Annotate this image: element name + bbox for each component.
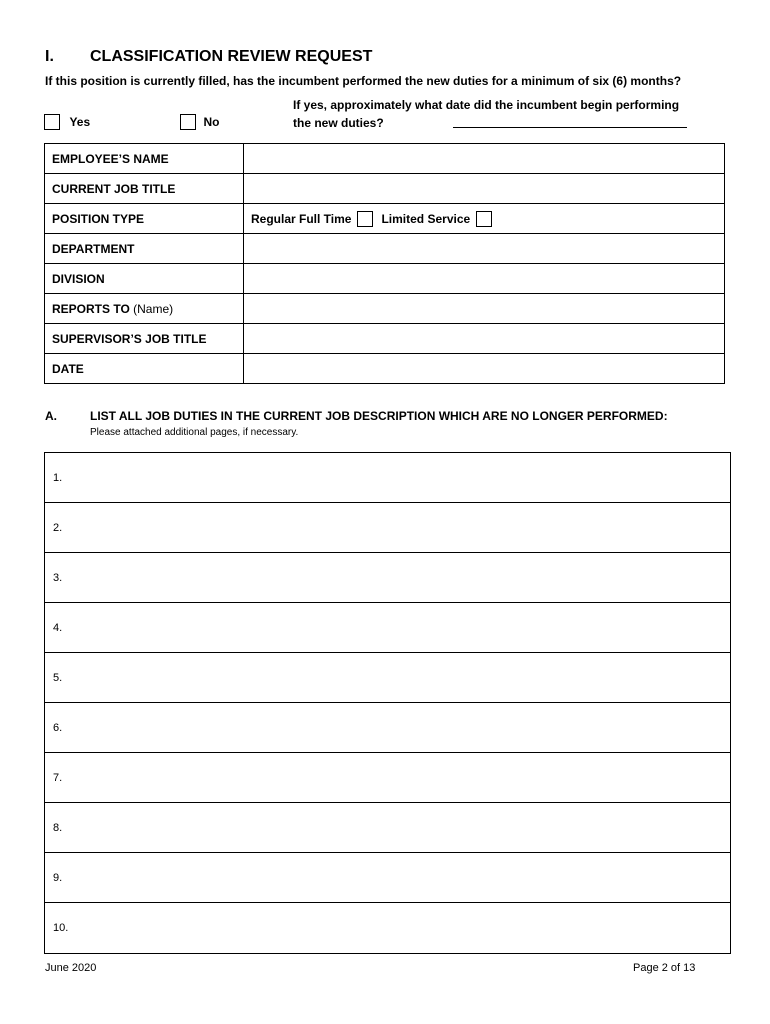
position-type-label: POSITION TYPE [45, 204, 244, 234]
yes-label: Yes [69, 114, 91, 129]
duty-number: 3. [53, 571, 63, 584]
current-job-title-label: CURRENT JOB TITLE [45, 174, 244, 204]
duty-number: 5. [53, 671, 63, 684]
duty-row-5[interactable] [45, 653, 730, 703]
reports-to-label: REPORTS TO [52, 301, 130, 316]
if-yes-line-2: the new duties? [293, 116, 384, 130]
no-checkbox[interactable] [180, 114, 196, 130]
reports-to-note: (Name) [133, 301, 174, 316]
division-label: DIVISION [45, 264, 244, 294]
duty-row-3[interactable] [45, 553, 730, 603]
employee-name-label: EMPLOYEE’S NAME [45, 144, 244, 174]
section-title: CLASSIFICATION REVIEW REQUEST [90, 48, 373, 65]
department-field[interactable] [244, 234, 725, 264]
duty-row-7[interactable] [45, 753, 730, 803]
duty-number: 9. [53, 871, 63, 884]
footer-page-number: Page 2 of 13 [633, 962, 696, 974]
duty-number: 6. [53, 721, 63, 734]
footer-date: June 2020 [45, 962, 97, 974]
duty-number: 8. [53, 821, 63, 834]
employee-info-table [44, 143, 725, 384]
no-option[interactable] [180, 113, 219, 131]
duties-list [44, 452, 731, 954]
section-a-number: A. [45, 409, 57, 423]
table-row [45, 294, 725, 324]
table-row [45, 144, 725, 174]
duty-number: 1. [53, 471, 63, 484]
yes-checkbox[interactable] [44, 114, 60, 130]
yes-option[interactable] [44, 113, 90, 131]
position-type-field [244, 204, 725, 234]
regular-full-time-label: Regular Full Time [251, 211, 352, 226]
duty-row-9[interactable] [45, 853, 730, 903]
table-row [45, 324, 725, 354]
date-label: DATE [45, 354, 244, 384]
limited-service-label: Limited Service [381, 211, 471, 226]
duty-row-6[interactable] [45, 703, 730, 753]
supervisor-job-title-field[interactable] [244, 324, 725, 354]
section-a-title: LIST ALL JOB DUTIES IN THE CURRENT JOB DESCRIPTION WHICH ARE NO LONGER PERFORMED: [90, 409, 668, 423]
duty-row-4[interactable] [45, 603, 730, 653]
table-row [45, 234, 725, 264]
limited-service-checkbox[interactable] [476, 211, 492, 227]
section-a-note: Please attached additional pages, if necessary. [90, 427, 299, 438]
date-field[interactable] [244, 354, 725, 384]
employee-name-field[interactable] [244, 144, 725, 174]
duty-row-8[interactable] [45, 803, 730, 853]
duty-number: 10. [53, 922, 69, 934]
start-date-field[interactable] [453, 127, 687, 128]
duty-row-10[interactable] [45, 903, 730, 953]
department-label: DEPARTMENT [45, 234, 244, 264]
table-row [45, 264, 725, 294]
table-row [45, 174, 725, 204]
reports-to-field[interactable] [244, 294, 725, 324]
current-job-title-field[interactable] [244, 174, 725, 204]
table-row [45, 354, 725, 384]
regular-full-time-checkbox[interactable] [357, 211, 373, 227]
duty-number: 2. [53, 521, 63, 534]
no-label: No [203, 114, 220, 129]
incumbent-question: If this position is currently filled, has the incumbent performed the new duties for a minimum of six (6) months? [45, 74, 682, 88]
duty-row-1[interactable] [45, 453, 730, 503]
table-row [45, 204, 725, 234]
if-yes-line-1: If yes, approximately what date did the incumbent begin performing [293, 98, 680, 112]
reports-to-cell [45, 294, 244, 324]
section-number: I. [45, 48, 54, 65]
division-field[interactable] [244, 264, 725, 294]
duty-number: 7. [53, 771, 63, 784]
supervisor-job-title-label: SUPERVISOR’S JOB TITLE [45, 324, 244, 354]
duty-row-2[interactable] [45, 503, 730, 553]
duty-number: 4. [53, 621, 63, 634]
